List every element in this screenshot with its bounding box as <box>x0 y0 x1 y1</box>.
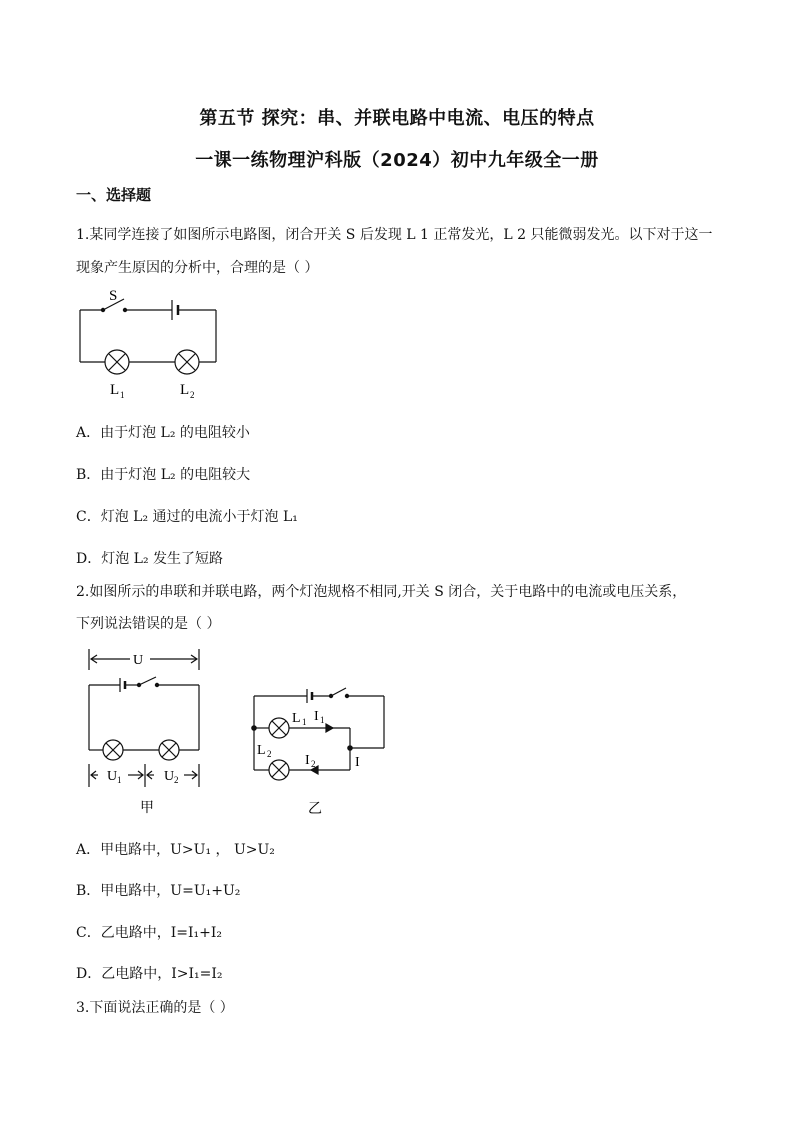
u1-label: U <box>107 769 118 784</box>
page-title: 第五节 探究：串、并联电路中电流、电压的特点 <box>199 108 595 129</box>
q2-stem-line2: 下列说法错误的是（ ） <box>76 616 221 632</box>
u1-subscript: 1 <box>117 775 122 785</box>
figure-b-caption: 乙 <box>308 801 322 817</box>
lamp2-subscript: 2 <box>190 390 195 400</box>
switch-label: S <box>109 288 118 304</box>
figure-a-caption: 甲 <box>140 800 154 816</box>
section-heading: 一、选择题 <box>76 186 152 204</box>
i2-label: I <box>305 753 310 768</box>
lamp1-subscript: 1 <box>120 390 125 400</box>
q2-stem-line1: 2.如图所示的串联和并联电路，两个灯泡规格不相同,开关 S 闭合，关于电路中的电流或电压关系， <box>76 584 687 600</box>
q1-stem-line1: 1.某同学连接了如图所示电路图，闭合开关 S 后发现 L 1 正常发光，L 2 只能微弱发光。以下对于这一 <box>76 227 713 243</box>
lamp2-label: L <box>180 382 190 398</box>
i2-subscript: 2 <box>311 759 316 769</box>
page-subtitle: 一课一练物理沪科版（2024）初中九年级全一册 <box>195 150 599 171</box>
q2-option-d[interactable]: D．乙电路中，I>I₁=I₂ <box>76 966 223 982</box>
q1-option-c[interactable]: C．灯泡 L₂ 通过的电流小于灯泡 L₁ <box>76 509 298 525</box>
i1-subscript: 1 <box>320 715 325 725</box>
q2-option-c[interactable]: C．乙电路中，I=I₁+I₂ <box>76 925 222 941</box>
l2-label: L <box>257 743 266 758</box>
q2-series-circuit-diagram <box>80 644 215 819</box>
l2-subscript: 2 <box>267 749 272 759</box>
q1-option-b[interactable]: B．由于灯泡 L₂ 的电阻较大 <box>76 467 251 483</box>
q1-stem-line2: 现象产生原因的分析中，合理的是（ ） <box>76 260 319 276</box>
i-total-label: I <box>355 755 360 770</box>
q2-option-b[interactable]: B．甲电路中，U=U₁+U₂ <box>76 883 241 899</box>
q2-parallel-circuit-diagram <box>246 680 396 820</box>
total-voltage-label: U <box>133 653 144 668</box>
q3-stem-line1: 3.下面说法正确的是（ ） <box>76 1000 234 1016</box>
u2-label: U <box>164 769 175 784</box>
l1-label: L <box>292 711 301 726</box>
q1-option-d[interactable]: D．灯泡 L₂ 发生了短路 <box>76 551 224 567</box>
q1-option-a[interactable]: A．由于灯泡 L₂ 的电阻较小 <box>76 425 250 441</box>
lamp1-label: L <box>110 382 120 398</box>
i1-label: I <box>314 709 319 724</box>
q2-option-a[interactable]: A．甲电路中，U>U₁ ， U>U₂ <box>76 842 275 858</box>
u2-subscript: 2 <box>174 775 179 785</box>
l1-subscript: 1 <box>302 717 307 727</box>
q1-circuit-diagram <box>72 282 232 406</box>
